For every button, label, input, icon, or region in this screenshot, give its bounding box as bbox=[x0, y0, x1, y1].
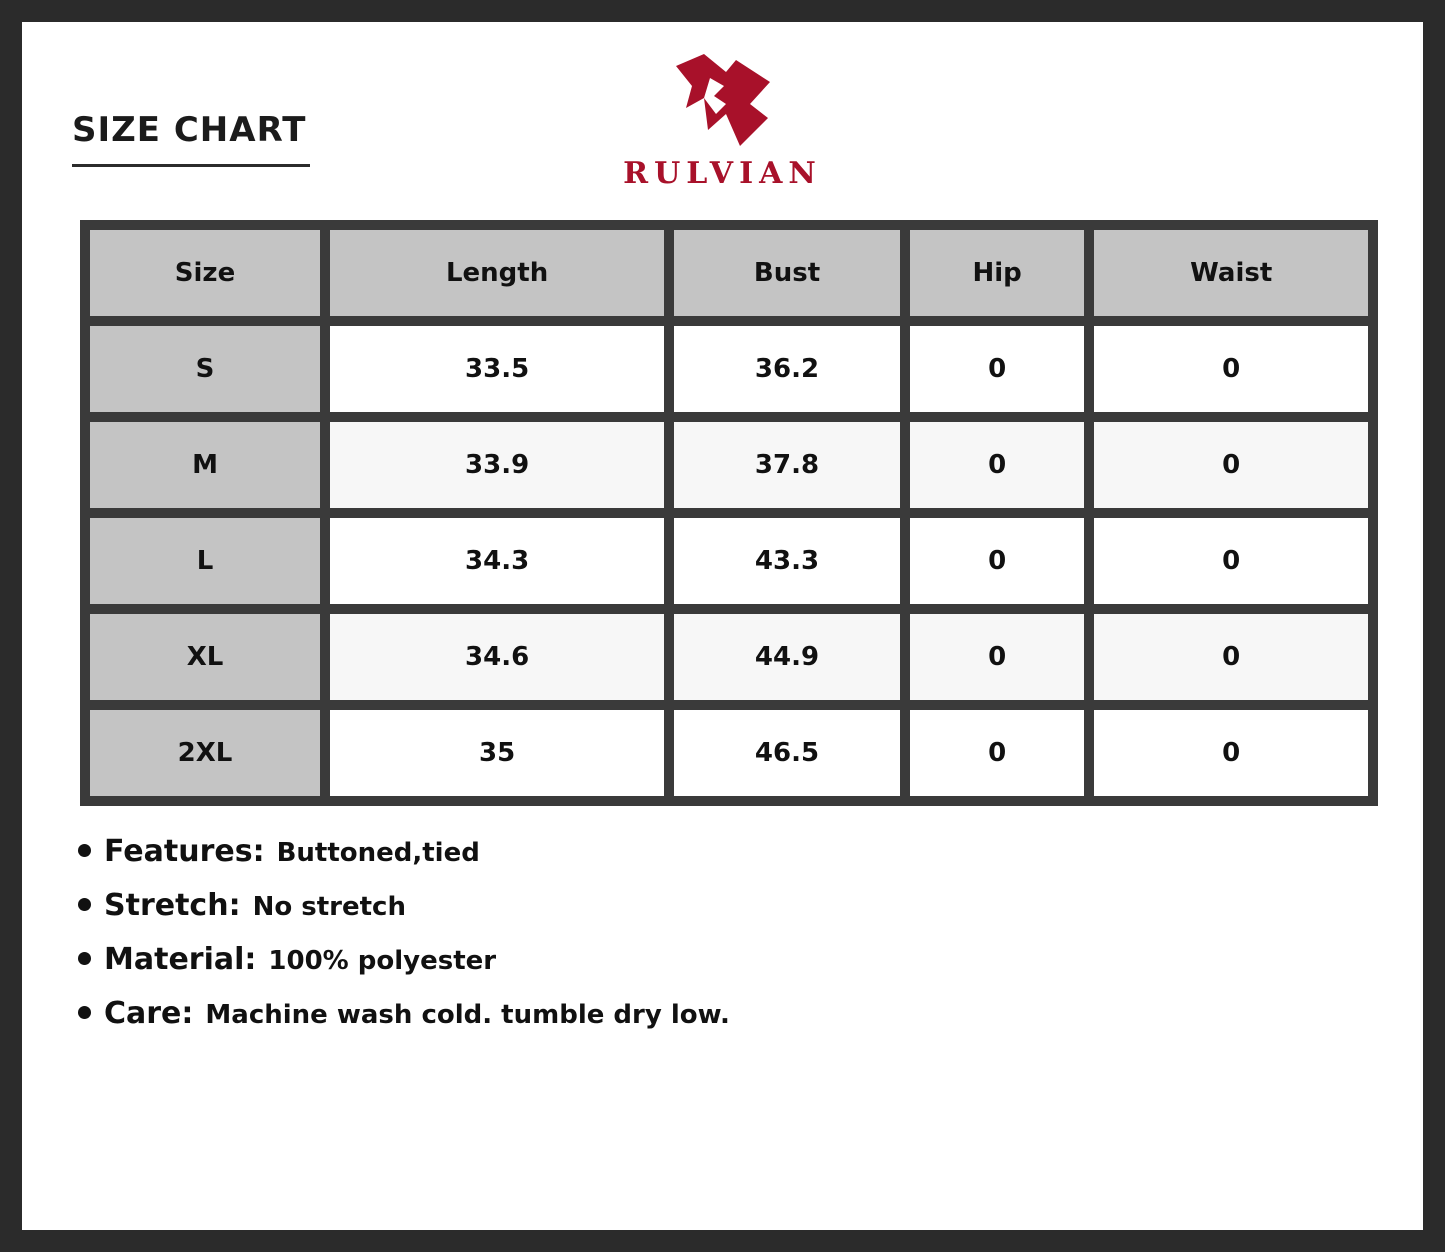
cell-size: XL bbox=[85, 609, 325, 705]
feature-label: Features: bbox=[104, 834, 265, 869]
header-cell-length: Length bbox=[325, 225, 669, 321]
cell-hip: 0 bbox=[905, 513, 1090, 609]
cell-size: 2XL bbox=[85, 705, 325, 801]
cell-size: S bbox=[85, 321, 325, 417]
list-item bbox=[78, 834, 1278, 869]
cell-waist: 0 bbox=[1089, 513, 1373, 609]
cell-hip: 0 bbox=[905, 705, 1090, 801]
features-list bbox=[78, 834, 1278, 1050]
table-row bbox=[85, 609, 1373, 705]
table-header bbox=[85, 225, 1373, 321]
cell-length: 35 bbox=[325, 705, 669, 801]
bullet-icon bbox=[78, 844, 91, 857]
table-header-row bbox=[85, 225, 1373, 321]
list-item bbox=[78, 942, 1278, 977]
cell-length: 34.3 bbox=[325, 513, 669, 609]
page-content bbox=[22, 22, 1423, 1230]
header-cell-size: Size bbox=[85, 225, 325, 321]
list-item bbox=[78, 996, 1278, 1031]
cell-length: 34.6 bbox=[325, 609, 669, 705]
brand-block bbox=[22, 52, 1423, 191]
feature-value: No stretch bbox=[252, 892, 406, 922]
cell-length: 33.9 bbox=[325, 417, 669, 513]
header-cell-waist: Waist bbox=[1089, 225, 1373, 321]
table-row bbox=[85, 513, 1373, 609]
header-cell-bust: Bust bbox=[669, 225, 905, 321]
feature-value: Machine wash cold. tumble dry low. bbox=[205, 1000, 730, 1030]
cell-waist: 0 bbox=[1089, 609, 1373, 705]
cell-hip: 0 bbox=[905, 609, 1090, 705]
table-row bbox=[85, 321, 1373, 417]
bullet-icon bbox=[78, 952, 91, 965]
brand-name: RULVIAN bbox=[623, 156, 822, 191]
cell-hip: 0 bbox=[905, 417, 1090, 513]
cell-size: L bbox=[85, 513, 325, 609]
feature-label: Care: bbox=[104, 996, 194, 1031]
table-row bbox=[85, 417, 1373, 513]
cell-length: 33.5 bbox=[325, 321, 669, 417]
table-row bbox=[85, 705, 1373, 801]
cell-waist: 0 bbox=[1089, 321, 1373, 417]
list-item bbox=[78, 888, 1278, 923]
bullet-icon bbox=[78, 1006, 91, 1019]
cell-bust: 46.5 bbox=[669, 705, 905, 801]
cell-bust: 37.8 bbox=[669, 417, 905, 513]
size-table-wrapper bbox=[80, 220, 1378, 806]
feature-label: Material: bbox=[104, 942, 257, 977]
cell-bust: 43.3 bbox=[669, 513, 905, 609]
header-cell-hip: Hip bbox=[905, 225, 1090, 321]
feature-label: Stretch: bbox=[104, 888, 241, 923]
cell-bust: 44.9 bbox=[669, 609, 905, 705]
feature-value: 100% polyester bbox=[268, 946, 497, 976]
document-header bbox=[22, 22, 1423, 212]
table-body bbox=[85, 321, 1373, 801]
cell-hip: 0 bbox=[905, 321, 1090, 417]
page-title: SIZE CHART bbox=[72, 110, 307, 150]
size-chart-table bbox=[80, 220, 1378, 806]
feature-value: Buttoned,tied bbox=[276, 838, 480, 868]
bullet-icon bbox=[78, 898, 91, 911]
cell-waist: 0 bbox=[1089, 705, 1373, 801]
cell-size: M bbox=[85, 417, 325, 513]
rulvian-r-logo-icon bbox=[664, 52, 782, 148]
cell-waist: 0 bbox=[1089, 417, 1373, 513]
cell-bust: 36.2 bbox=[669, 321, 905, 417]
